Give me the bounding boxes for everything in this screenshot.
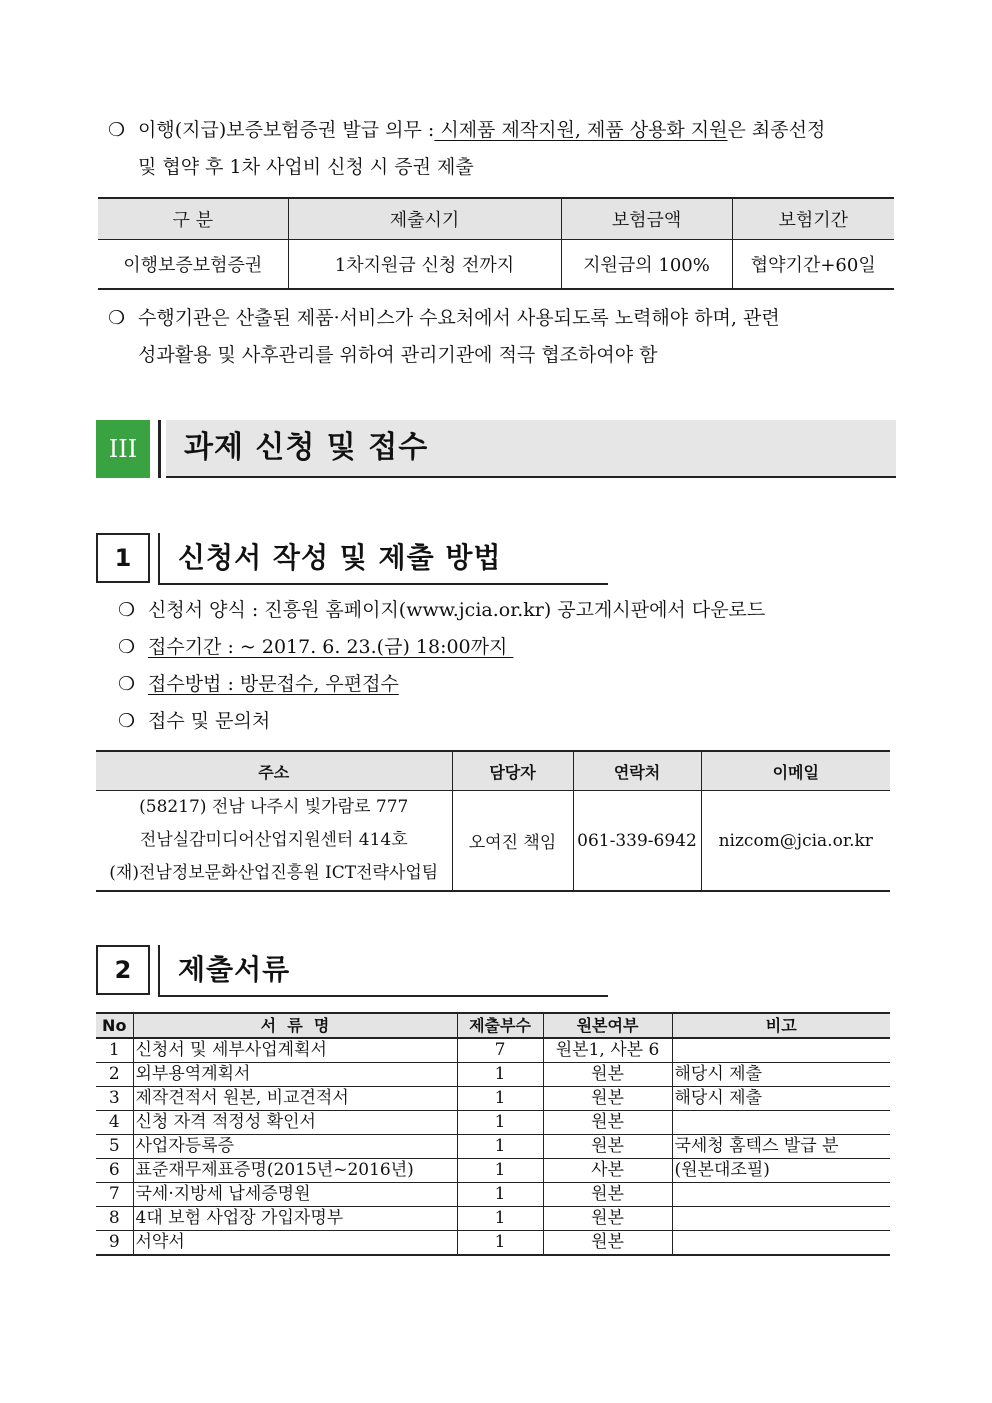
header-note: 비고 bbox=[672, 1013, 890, 1038]
cell-email[interactable]: nizcom@jcia.or.kr bbox=[701, 791, 890, 892]
header-count: 제출부수 bbox=[457, 1013, 543, 1038]
para1-underlined: 시제품 제작지원, 제품 상용화 지원 bbox=[434, 119, 728, 141]
section-number: III bbox=[96, 420, 150, 478]
bullet-icon: ❍ bbox=[118, 636, 136, 658]
subsection-divider bbox=[158, 533, 160, 583]
cell-no: 8 bbox=[96, 1207, 133, 1231]
header-address: 주소 bbox=[96, 751, 452, 791]
cell-no: 3 bbox=[96, 1087, 133, 1111]
cell-count: 1 bbox=[457, 1231, 543, 1256]
cell-doc-name: 표준재무제표증명(2015년~2016년) bbox=[133, 1159, 457, 1183]
table-row bbox=[96, 1087, 890, 1111]
insurance-table bbox=[98, 197, 894, 290]
cell-count: 1 bbox=[457, 1111, 543, 1135]
cell-note bbox=[672, 1231, 890, 1256]
cell-address bbox=[96, 791, 452, 892]
list-item-text: 접수기간 : ~ 2017. 6. 23.(금) 18:00까지 bbox=[148, 636, 514, 658]
cell-original: 원본 bbox=[543, 1063, 672, 1087]
table-row bbox=[96, 1063, 890, 1087]
cell-original: 원본 bbox=[543, 1183, 672, 1207]
cell-no: 5 bbox=[96, 1135, 133, 1159]
cell-original: 원본 bbox=[543, 1135, 672, 1159]
table-row bbox=[96, 1111, 890, 1135]
bullet-icon: ❍ bbox=[118, 673, 136, 695]
cell-insurance-amount: 지원금의 100% bbox=[561, 240, 732, 290]
cell-no: 6 bbox=[96, 1159, 133, 1183]
table-row bbox=[96, 791, 890, 892]
section-divider bbox=[158, 420, 161, 478]
para1-line2: 및 협약 후 1차 사업비 신청 시 증권 제출 bbox=[138, 156, 474, 178]
cell-count: 1 bbox=[457, 1135, 543, 1159]
bullet-icon: ❍ bbox=[108, 119, 126, 141]
cell-no: 1 bbox=[96, 1038, 133, 1063]
subsection-underline bbox=[158, 995, 608, 997]
cell-doc-name: 국세·지방세 납세증명원 bbox=[133, 1183, 457, 1207]
address-line: (재)전남정보문화산업진흥원 ICT전략사업팀 bbox=[109, 863, 439, 883]
cell-phone: 061-339-6942 bbox=[573, 791, 701, 892]
application-method-list bbox=[118, 592, 765, 740]
para1-rest: 은 최종선정 bbox=[727, 119, 826, 141]
cell-count: 7 bbox=[457, 1038, 543, 1063]
cell-category: 이행보증보험증권 bbox=[98, 240, 288, 290]
cell-note: 해당시 제출 bbox=[672, 1087, 890, 1111]
bullet-icon: ❍ bbox=[118, 599, 136, 621]
cell-doc-name: 외부용역계획서 bbox=[133, 1063, 457, 1087]
header-insurance-amount: 보험금액 bbox=[561, 198, 732, 240]
header-no: No bbox=[96, 1013, 133, 1038]
header-category: 구 분 bbox=[98, 198, 288, 240]
header-original: 원본여부 bbox=[543, 1013, 672, 1038]
list-item-text: 접수 및 문의처 bbox=[148, 710, 271, 732]
cell-original: 원본 bbox=[543, 1231, 672, 1256]
table-header-row bbox=[96, 751, 890, 791]
cell-no: 4 bbox=[96, 1111, 133, 1135]
subsection-title: 제출서류 bbox=[178, 953, 291, 986]
documents-table bbox=[96, 1012, 890, 1256]
cell-doc-name: 사업자등록증 bbox=[133, 1135, 457, 1159]
list-item bbox=[118, 666, 765, 703]
cell-no: 7 bbox=[96, 1183, 133, 1207]
cell-note bbox=[672, 1038, 890, 1063]
subsection-underline bbox=[158, 583, 608, 585]
cell-note bbox=[672, 1183, 890, 1207]
cell-doc-name: 신청 자격 적정성 확인서 bbox=[133, 1111, 457, 1135]
header-email: 이메일 bbox=[701, 751, 890, 791]
cell-person: 오여진 책임 bbox=[452, 791, 573, 892]
section-header bbox=[96, 420, 896, 478]
bullet-icon: ❍ bbox=[118, 710, 136, 732]
cell-note bbox=[672, 1111, 890, 1135]
subsection-number: 1 bbox=[96, 533, 150, 583]
header-submit-time: 제출시기 bbox=[288, 198, 561, 240]
cell-original: 원본 bbox=[543, 1111, 672, 1135]
table-row bbox=[96, 1207, 890, 1231]
para1-lead: 이행(지급)보증보험증권 발급 의무 : bbox=[138, 119, 435, 141]
guarantee-insurance-paragraph bbox=[108, 112, 898, 186]
address-line: (58217) 전남 나주시 빛가람로 777 bbox=[139, 797, 409, 817]
table-row bbox=[98, 240, 894, 290]
table-row bbox=[96, 1183, 890, 1207]
list-item-text: 신청서 양식 : 진흥원 홈페이지(www.jcia.or.kr) 공고게시판에서 다운로드 bbox=[148, 599, 766, 621]
header-doc-name: 서 류 명 bbox=[133, 1013, 457, 1038]
table-row bbox=[96, 1159, 890, 1183]
section-title: 과제 신청 및 접수 bbox=[184, 430, 429, 465]
list-item bbox=[118, 592, 765, 629]
cell-note bbox=[672, 1207, 890, 1231]
cell-note: 해당시 제출 bbox=[672, 1063, 890, 1087]
cell-no: 2 bbox=[96, 1063, 133, 1087]
list-item-text: 접수방법 : 방문접수, 우편접수 bbox=[148, 673, 399, 695]
cell-count: 1 bbox=[457, 1183, 543, 1207]
header-insurance-period: 보험기간 bbox=[732, 198, 894, 240]
subsection-divider bbox=[158, 945, 160, 995]
cell-original: 원본 bbox=[543, 1207, 672, 1231]
cell-note: (원본대조필) bbox=[672, 1159, 890, 1183]
cell-doc-name: 4대 보험 사업장 가입자명부 bbox=[133, 1207, 457, 1231]
contact-table bbox=[96, 750, 890, 892]
list-item bbox=[118, 629, 765, 666]
header-person: 담당자 bbox=[452, 751, 573, 791]
cell-count: 1 bbox=[457, 1207, 543, 1231]
cell-count: 1 bbox=[457, 1087, 543, 1111]
cell-doc-name: 제작견적서 원본, 비교견적서 bbox=[133, 1087, 457, 1111]
para2-line2: 성과활용 및 사후관리를 위하여 관리기관에 적극 협조하여야 함 bbox=[138, 344, 658, 366]
cell-count: 1 bbox=[457, 1159, 543, 1183]
subsection-header-1 bbox=[96, 533, 608, 583]
table-row bbox=[96, 1038, 890, 1063]
cell-note: 국세청 홈텍스 발급 분 bbox=[672, 1135, 890, 1159]
bullet-icon: ❍ bbox=[108, 307, 126, 329]
subsection-header-2 bbox=[96, 945, 608, 995]
table-header-row bbox=[96, 1013, 890, 1038]
cell-original: 원본 bbox=[543, 1087, 672, 1111]
cooperation-paragraph bbox=[108, 300, 898, 374]
cell-no: 9 bbox=[96, 1231, 133, 1256]
cell-doc-name: 서약서 bbox=[133, 1231, 457, 1256]
cell-insurance-period: 협약기간+60일 bbox=[732, 240, 894, 290]
table-row bbox=[96, 1135, 890, 1159]
subsection-number: 2 bbox=[96, 945, 150, 995]
cell-count: 1 bbox=[457, 1063, 543, 1087]
para2-line1: 수행기관은 산출된 제품·서비스가 수요처에서 사용되도록 노력해야 하며, 관련 bbox=[138, 307, 780, 329]
cell-doc-name: 신청서 및 세부사업계획서 bbox=[133, 1038, 457, 1063]
section-title-box bbox=[166, 420, 896, 478]
address-line: 전남실감미디어산업지원센터 414호 bbox=[139, 830, 408, 850]
table-row bbox=[96, 1231, 890, 1256]
cell-original: 사본 bbox=[543, 1159, 672, 1183]
header-phone: 연락처 bbox=[573, 751, 701, 791]
cell-original: 원본1, 사본 6 bbox=[543, 1038, 672, 1063]
subsection-title: 신청서 작성 및 제출 방법 bbox=[178, 541, 502, 574]
list-item bbox=[118, 703, 765, 740]
table-header-row bbox=[98, 198, 894, 240]
cell-submit-time: 1차지원금 신청 전까지 bbox=[288, 240, 561, 290]
